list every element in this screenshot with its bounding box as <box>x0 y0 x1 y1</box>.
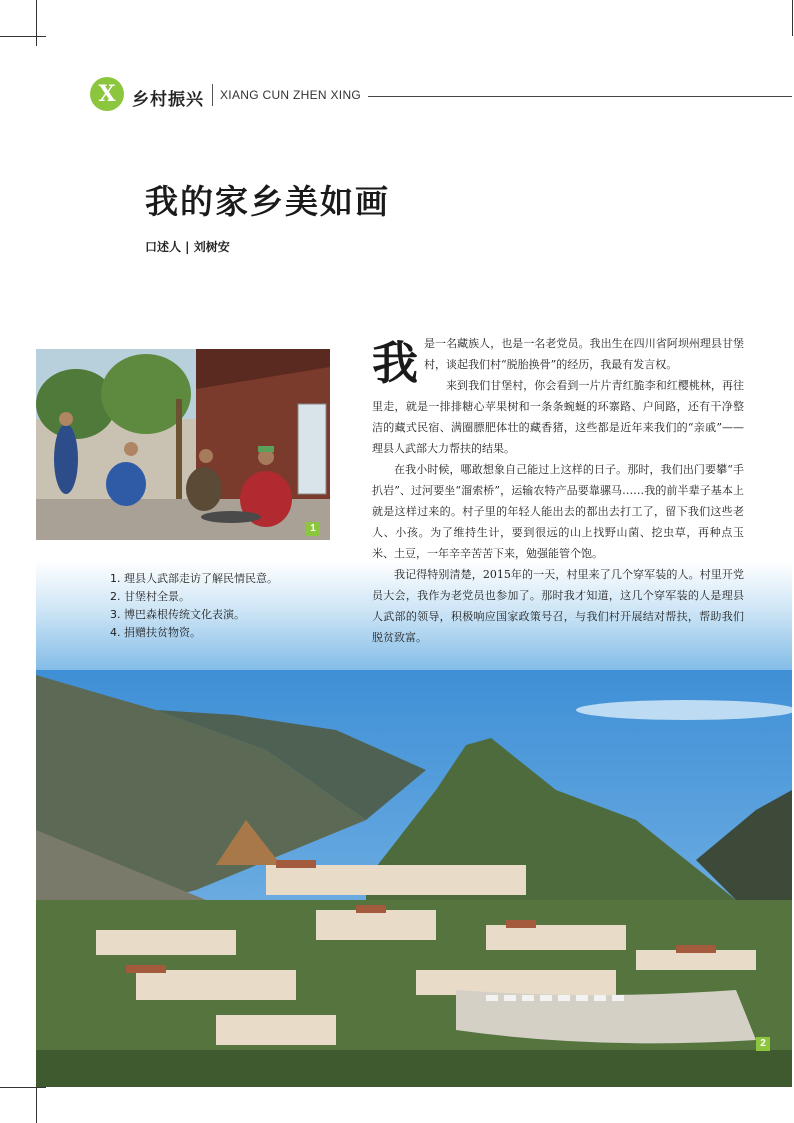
photo-village-visit <box>36 349 330 540</box>
caption-item: 1. 理县人武部走访了解民情民意。 <box>110 572 278 585</box>
photo-village-panorama-image <box>36 670 792 1087</box>
article-title: 我的家乡美如画 <box>145 182 390 221</box>
paragraph: 来到我们甘堡村，你会看到一片片青红脆李和红樱桃林，再往里走，就是一排排糖心苹果树和一条条蜿蜒的环寨路、户间路，还有干净整洁的藏式民宿、满圈膘肥体壮的藏香猪，这些都是近年来我们的“亲戚”——理县人武部大力帮扶的结果。 <box>372 379 744 455</box>
header-divider <box>212 84 213 106</box>
caption-item: 2. 甘堡村全景。 <box>110 590 190 603</box>
paragraph-text: 是一名藏族人，也是一名老党员。我出生在四川省阿坝州理县甘堡村，谈起我们村“脱胎换骨”的经历，我最有发言权。 <box>424 337 744 371</box>
drop-cap: 我 <box>372 336 418 390</box>
paragraph: 在我小时候，哪敢想象自己能过上这样的日子。那时，我们出门要攀“手扒岩”、过河要坐“溜索桥”，运输农特产品要靠骡马……我的前半辈子基本上就是这样过来的。村子里的年轻人能出去的都出去打工了，留下我们这些老人、小孩。为了维持生计，要到很远的山上找野山菌、挖虫草，再种点玉米、土豆，一年辛辛苦苦下来，勉强能管个饱。 <box>372 463 744 560</box>
paragraph <box>372 333 744 390</box>
section-title-pinyin: XIANG CUN ZHEN XING <box>220 88 362 102</box>
section-title: 乡村振兴 <box>132 90 204 110</box>
caption-item: 3. 博巴森根传统文化表演。 <box>110 608 245 621</box>
photo-village-visit-image <box>36 349 330 540</box>
article-body <box>372 333 744 648</box>
section-logo: X <box>90 77 124 111</box>
photo-captions <box>110 570 278 642</box>
crop-mark <box>36 0 37 46</box>
article-byline: 口述人 | 刘树安 <box>145 240 230 254</box>
crop-mark <box>0 36 46 37</box>
crop-mark <box>792 0 793 36</box>
crop-mark <box>0 1087 46 1088</box>
caption-item: 4. 捐赠扶贫物资。 <box>110 626 201 639</box>
photo-number-badge: 2 <box>756 1037 770 1051</box>
photo-number-badge: 1 <box>306 522 320 536</box>
paragraph: 我记得特别清楚，2015年的一天，村里来了几个穿军装的人。村里开党员大会，我作为老党员也参加了。那时我才知道，这几个穿军装的人是理县人武部的领导，积极响应国家政策号召，与我们村开展结对帮扶，帮助我们脱贫致富。 <box>372 568 744 644</box>
photo-village-panorama <box>36 670 792 1087</box>
header-rule <box>368 96 792 97</box>
